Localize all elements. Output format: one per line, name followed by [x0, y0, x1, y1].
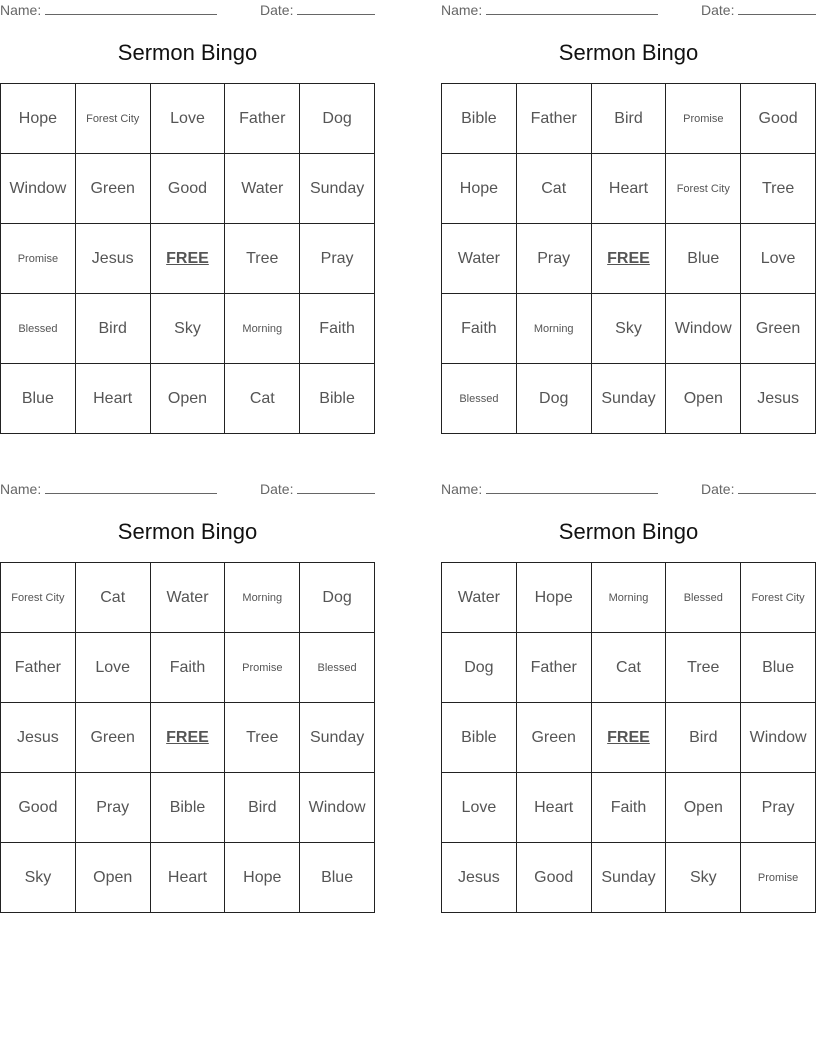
bingo-cell[interactable]: Blue — [741, 633, 816, 703]
bingo-cell[interactable]: Jesus — [76, 224, 151, 294]
bingo-cell[interactable]: Promise — [225, 633, 300, 703]
name-label: Name: — [441, 2, 483, 18]
bingo-cell[interactable]: Bird — [76, 294, 151, 364]
free-space-cell[interactable]: FREE — [151, 224, 226, 294]
bingo-cell[interactable]: Bible — [442, 84, 517, 154]
bingo-cell[interactable]: Bible — [442, 703, 517, 773]
bingo-cell[interactable]: Sunday — [592, 843, 667, 913]
card-title: Sermon Bingo — [558, 519, 699, 544]
bingo-cell[interactable]: Tree — [741, 154, 816, 224]
bingo-cell[interactable]: Hope — [1, 84, 76, 154]
bingo-cell[interactable]: Window — [666, 294, 741, 364]
date-field — [701, 2, 816, 18]
bingo-cell[interactable]: Heart — [76, 364, 151, 434]
date-field — [701, 481, 816, 497]
bingo-cell[interactable]: Love — [741, 224, 816, 294]
card-title: Sermon Bingo — [117, 40, 258, 65]
bingo-cell[interactable]: Jesus — [442, 843, 517, 913]
name-field — [441, 481, 658, 497]
bingo-cell[interactable]: Sky — [1, 843, 76, 913]
bingo-cell[interactable]: Forest City — [1, 563, 76, 633]
bingo-cell[interactable]: Faith — [151, 633, 226, 703]
bingo-cell[interactable]: Pray — [76, 773, 151, 843]
bingo-cell[interactable]: Cat — [225, 364, 300, 434]
name-label: Name: — [0, 481, 42, 497]
bingo-cell[interactable]: Open — [666, 773, 741, 843]
bingo-cell[interactable]: Open — [151, 364, 226, 434]
bingo-cell[interactable]: Promise — [666, 84, 741, 154]
bingo-cell[interactable]: Forest City — [76, 84, 151, 154]
bingo-cell[interactable]: Window — [300, 773, 375, 843]
bingo-cell[interactable]: Blue — [666, 224, 741, 294]
card-title: Sermon Bingo — [558, 40, 699, 65]
bingo-cell[interactable]: Cat — [76, 563, 151, 633]
bingo-grid — [441, 83, 816, 434]
bingo-cell[interactable]: Good — [741, 84, 816, 154]
bingo-cell[interactable]: Jesus — [741, 364, 816, 434]
card-header — [441, 0, 816, 22]
bingo-cell[interactable]: Pray — [741, 773, 816, 843]
bingo-cell[interactable]: Blue — [1, 364, 76, 434]
bingo-cell[interactable]: Sunday — [592, 364, 667, 434]
free-space-cell[interactable]: FREE — [592, 224, 667, 294]
bingo-cell[interactable]: Bible — [151, 773, 226, 843]
bingo-cell[interactable]: Tree — [666, 633, 741, 703]
bingo-cell[interactable]: Dog — [442, 633, 517, 703]
bingo-cell[interactable]: Window — [1, 154, 76, 224]
name-blank-line[interactable] — [486, 481, 658, 494]
bingo-cell[interactable]: Heart — [151, 843, 226, 913]
bingo-cell[interactable]: Morning — [517, 294, 592, 364]
date-blank-line[interactable] — [738, 2, 816, 15]
bingo-card — [441, 0, 816, 435]
bingo-cell[interactable]: Father — [1, 633, 76, 703]
bingo-cell[interactable]: Water — [442, 224, 517, 294]
bingo-grid — [0, 562, 375, 913]
date-field — [260, 2, 375, 18]
bingo-cell[interactable]: Promise — [1, 224, 76, 294]
bingo-cell[interactable]: Morning — [592, 563, 667, 633]
free-space-cell[interactable]: FREE — [151, 703, 226, 773]
bingo-cell[interactable]: Good — [1, 773, 76, 843]
bingo-cell[interactable]: Father — [517, 84, 592, 154]
bingo-cell[interactable]: Tree — [225, 224, 300, 294]
bingo-cell[interactable]: Hope — [442, 154, 517, 224]
bingo-card — [441, 479, 816, 914]
date-blank-line[interactable] — [297, 2, 375, 15]
date-blank-line[interactable] — [738, 481, 816, 494]
name-field — [0, 481, 217, 497]
name-blank-line[interactable] — [486, 2, 658, 15]
bingo-cell[interactable]: Love — [151, 84, 226, 154]
bingo-grid — [441, 562, 816, 913]
bingo-cell[interactable]: Love — [76, 633, 151, 703]
bingo-card — [0, 0, 375, 435]
bingo-cell[interactable]: Pray — [517, 224, 592, 294]
bingo-cell[interactable]: Jesus — [1, 703, 76, 773]
date-field — [260, 481, 375, 497]
bingo-cell[interactable]: Heart — [517, 773, 592, 843]
bingo-cell[interactable]: Bible — [300, 364, 375, 434]
card-header — [441, 479, 816, 501]
bingo-cell[interactable]: Forest City — [666, 154, 741, 224]
bingo-cell[interactable]: Dog — [517, 364, 592, 434]
bingo-cell[interactable]: Faith — [592, 773, 667, 843]
bingo-cell[interactable]: Sky — [666, 843, 741, 913]
date-label: Date: — [701, 481, 735, 497]
bingo-cell[interactable]: Blue — [300, 843, 375, 913]
bingo-card — [0, 479, 375, 914]
bingo-cell[interactable]: Sky — [592, 294, 667, 364]
free-space-cell[interactable]: FREE — [592, 703, 667, 773]
bingo-cell[interactable]: Love — [442, 773, 517, 843]
bingo-cell[interactable]: Promise — [741, 843, 816, 913]
bingo-cell[interactable]: Blessed — [666, 563, 741, 633]
bingo-cell[interactable]: Faith — [442, 294, 517, 364]
bingo-cell[interactable]: Open — [666, 364, 741, 434]
bingo-cell[interactable]: Blessed — [1, 294, 76, 364]
name-field — [441, 2, 658, 18]
bingo-cell[interactable]: Green — [517, 703, 592, 773]
bingo-cell[interactable]: Green — [76, 154, 151, 224]
bingo-cell[interactable]: Pray — [300, 224, 375, 294]
card-title: Sermon Bingo — [117, 519, 258, 544]
card-header — [0, 479, 375, 501]
bingo-cell[interactable]: Heart — [592, 154, 667, 224]
bingo-cell[interactable]: Good — [151, 154, 226, 224]
bingo-cell[interactable]: Green — [741, 294, 816, 364]
bingo-cell[interactable]: Blessed — [442, 364, 517, 434]
date-label: Date: — [260, 2, 294, 18]
bingo-cell[interactable]: Water — [442, 563, 517, 633]
date-label: Date: — [260, 481, 294, 497]
bingo-cell[interactable]: Hope — [225, 843, 300, 913]
bingo-cell[interactable]: Window — [741, 703, 816, 773]
bingo-cell[interactable]: Sunday — [300, 154, 375, 224]
bingo-cell[interactable]: Sky — [151, 294, 226, 364]
bingo-cell[interactable]: Bird — [592, 84, 667, 154]
date-label: Date: — [701, 2, 735, 18]
name-label: Name: — [441, 481, 483, 497]
name-blank-line[interactable] — [45, 2, 217, 15]
bingo-cell[interactable]: Good — [517, 843, 592, 913]
bingo-cell[interactable]: Bird — [666, 703, 741, 773]
name-field — [0, 2, 217, 18]
bingo-cell[interactable]: Blessed — [300, 633, 375, 703]
name-label: Name: — [0, 2, 42, 18]
bingo-cell[interactable]: Morning — [225, 563, 300, 633]
bingo-cell[interactable]: Sunday — [300, 703, 375, 773]
bingo-cell[interactable]: Morning — [225, 294, 300, 364]
bingo-cell[interactable]: Tree — [225, 703, 300, 773]
bingo-grid — [0, 83, 375, 434]
bingo-cell[interactable]: Hope — [517, 563, 592, 633]
bingo-cell[interactable]: Dog — [300, 84, 375, 154]
bingo-cell[interactable]: Water — [151, 563, 226, 633]
bingo-cell[interactable]: Cat — [592, 633, 667, 703]
bingo-cell[interactable]: Dog — [300, 563, 375, 633]
date-blank-line[interactable] — [297, 481, 375, 494]
bingo-cell[interactable]: Faith — [300, 294, 375, 364]
card-header — [0, 0, 375, 22]
bingo-cell[interactable]: Bird — [225, 773, 300, 843]
bingo-cell[interactable]: Water — [225, 154, 300, 224]
bingo-cell[interactable]: Open — [76, 843, 151, 913]
bingo-cell[interactable]: Cat — [517, 154, 592, 224]
name-blank-line[interactable] — [45, 481, 217, 494]
bingo-cell[interactable]: Green — [76, 703, 151, 773]
bingo-cell[interactable]: Forest City — [741, 563, 816, 633]
bingo-cell[interactable]: Father — [225, 84, 300, 154]
bingo-cell[interactable]: Father — [517, 633, 592, 703]
